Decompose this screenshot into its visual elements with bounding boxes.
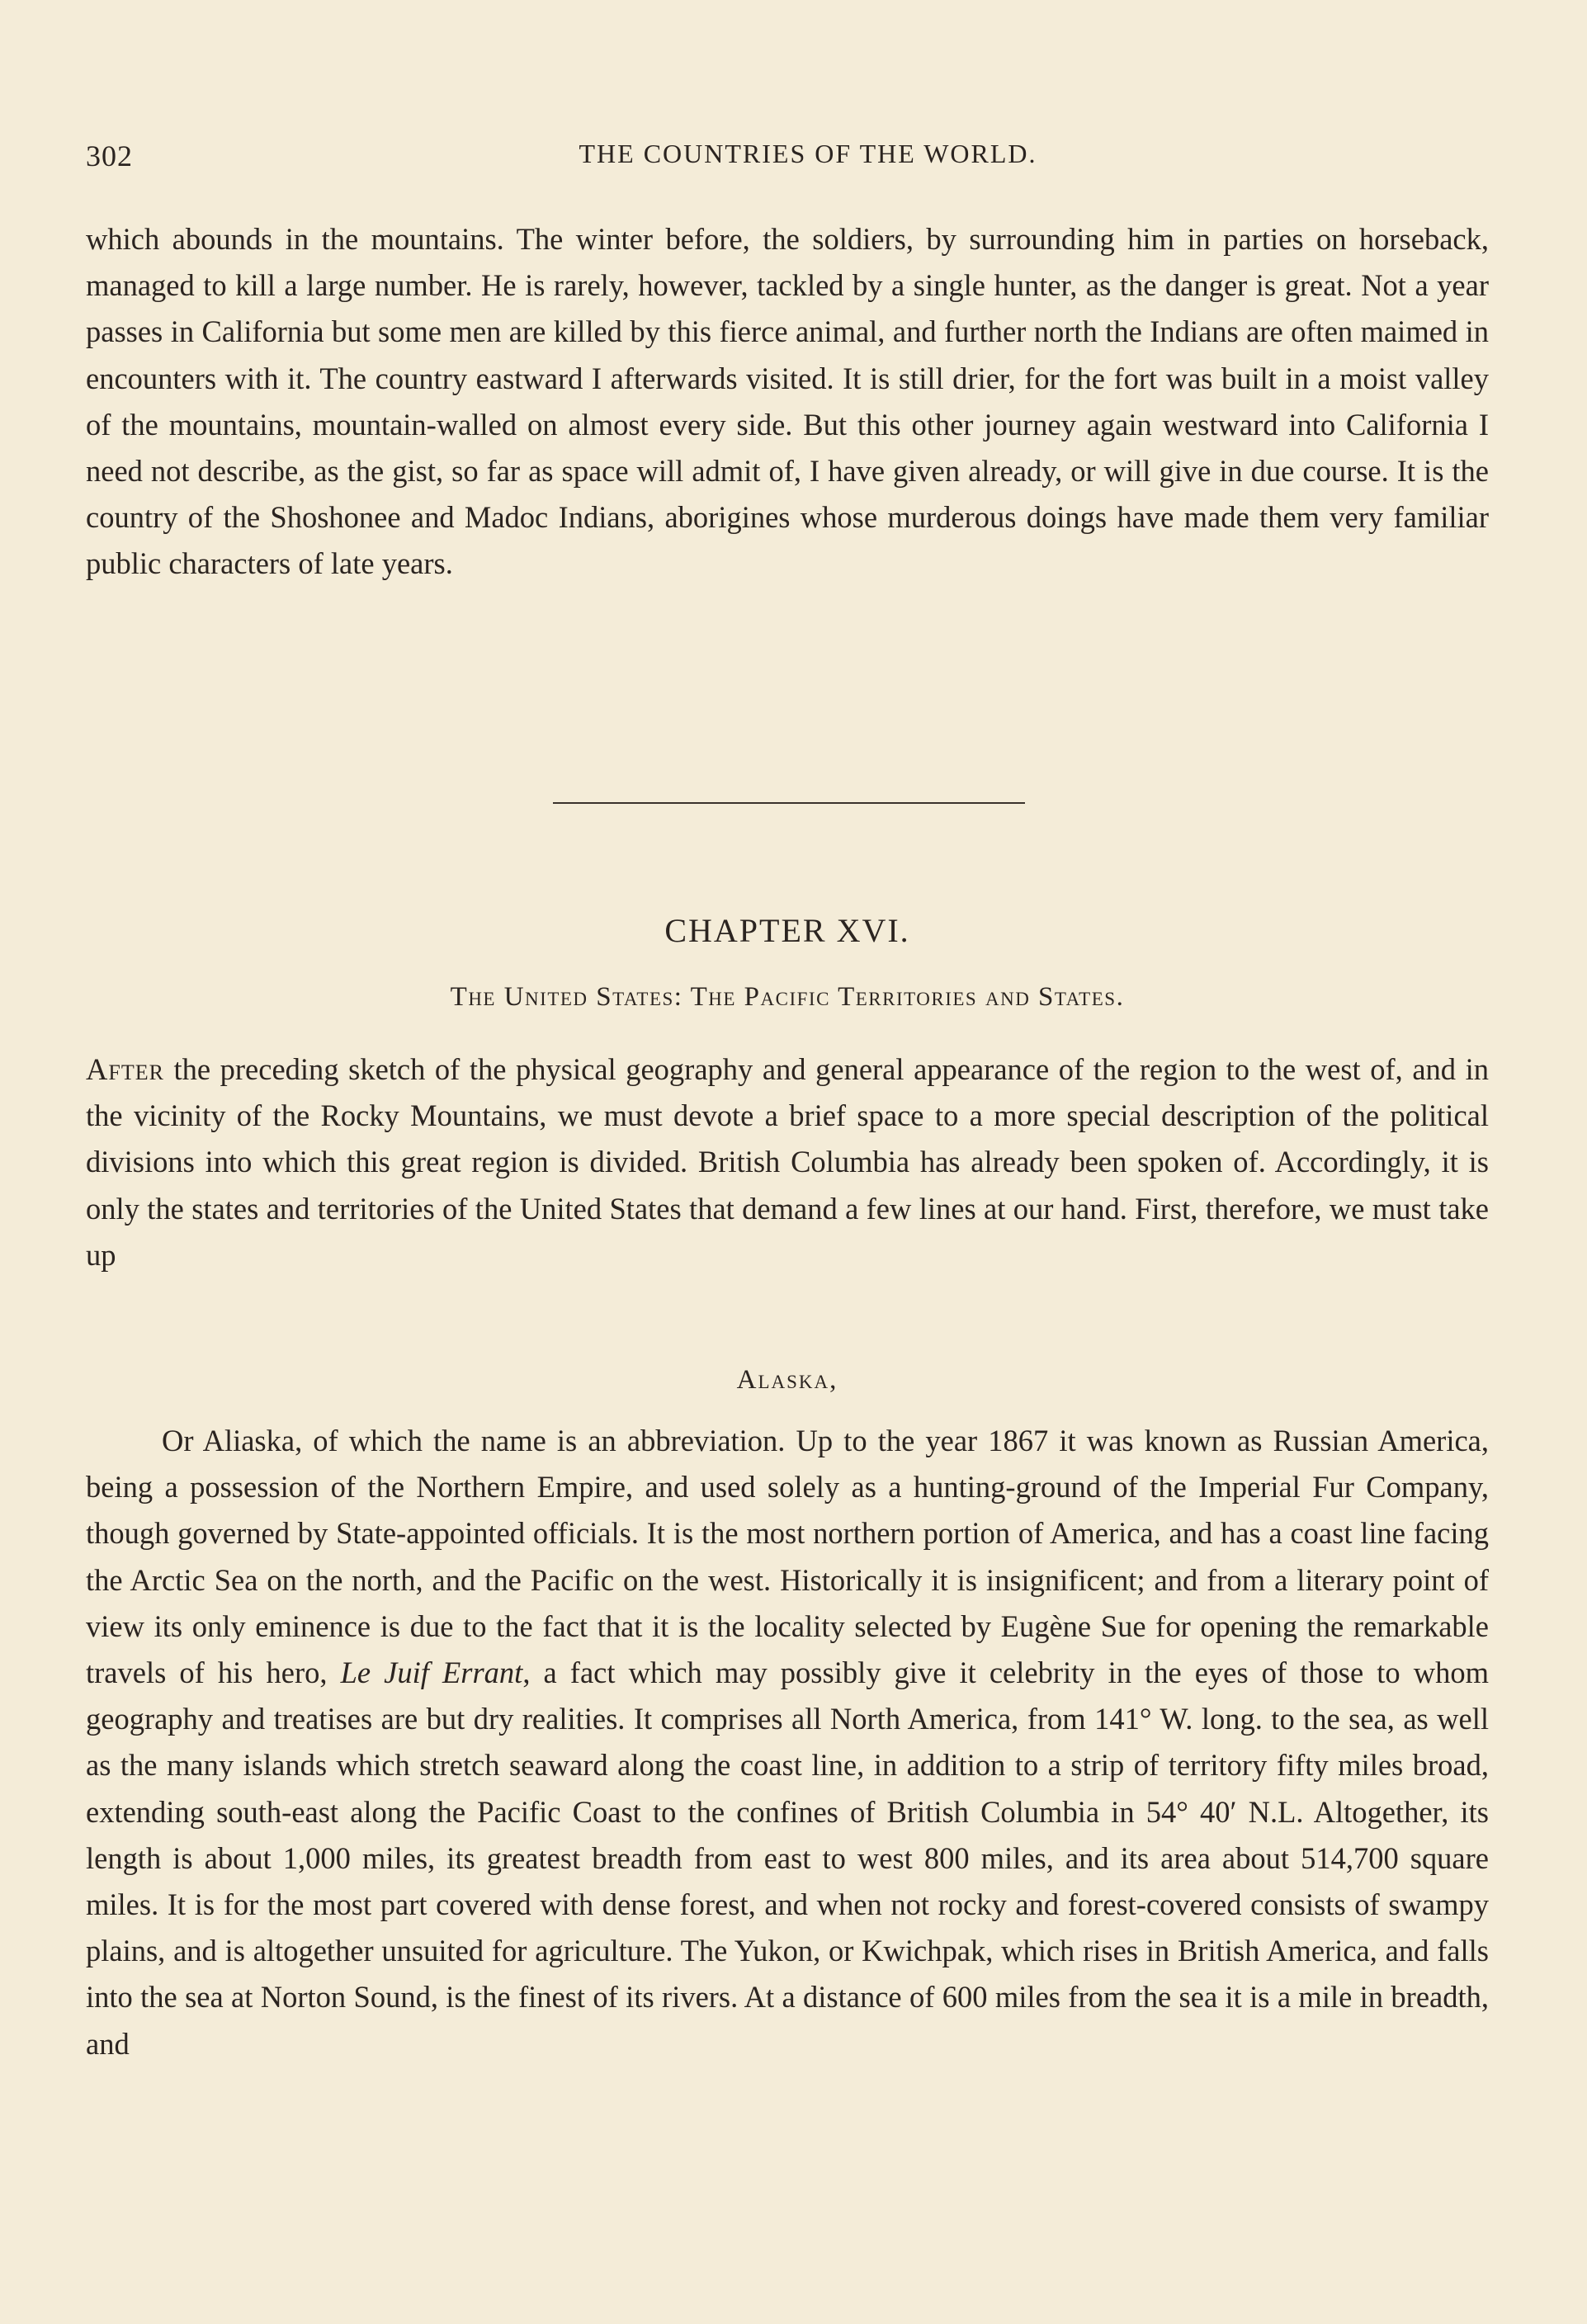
chapter-subtitle: The United States: The Pacific Territories and States. [450,982,1125,1012]
paragraph-text: which abounds in the mountains. The winter before, the soldiers, by surrounding him in parties on horseback, managed to kill a large number. He is rarely, however, tackled by a single hunter, as the danger is great. Not a year passes in California but some men are killed by this fierce animal, and further north the Indians are often maimed in encounters with it. The country eastward I afterwards visited. It is still drier, for the fort was built in a moist valley of the mountains, mountain-walled on almost every side. But this other journey again westward into California I need not describe, as the gist, so far as space will admit of, I have given already, or will give in due course. It is the country of the Shoshonee and Madoc Indians, aborigines whose murderous doings have made them very familiar public characters of late years. [86,222,1489,581]
continuation-paragraph [86,216,1489,588]
alaska-paragraph [86,1418,1489,2067]
paragraph-text [86,1418,1489,2067]
alaska-text-part2: , a fact which may possibly give it celebrity in the eyes of those to whom geography and treatises are but dry realities. It comprises all North America, from 141° W. long. to the sea, as well as the many islands which stretch seaward along the coast line, in addition to a strip of territory fifty miles broad, extending south-east along the Pacific Coast to the confines of British Columbia in 54° 40′ N.L. Altogether, its length is about 1,000 miles, its greatest breadth from east to west 800 miles, and its area about 514,700 square miles. It is for the most part covered with dense forest, and when not rocky and forest-covered consists of swampy plains, and is altogether unsuited for agriculture. The Yukon, or Kwichpak, which rises in British America, and falls into the sea at Norton Sound, is the finest of its rivers. At a distance of 600 miles from the sea it is a mile in breadth, and [86,1656,1489,2061]
running-title: THE COUNTRIES OF THE WORLD. [579,139,1037,168]
chapter-heading: CHAPTER XVI. [664,912,910,949]
intro-text: the preceding sketch of the physical geography and general appearance of the region to the west of, and in the vicinity of the Rocky Mountains, we must devote a brief space to a more special description of the political divisions into which this great region is divided. British Columbia has already been spoken of. Accordingly, it is only the states and territories of the United States that demand a few lines at our hand. First, therefore, we must take up [86,1052,1489,1272]
alaska-text-part1: Or Aliaska, of which the name is an abbreviation. Up to the year 1867 it was known as Russian America, being a possession of the Northern Empire, and used solely as a hunting-ground of the Imperial Fur Company, though governed by State-appointed officials. It is the most northern portion of America, and has a coast line facing the Arctic Sea on the north, and the Pacific on the west. Historically it is insignificent; and from a literary point of view its only eminence is due to the fact that it is the locality selected by Eugène Sue for opening the remarkable travels of his hero, [86,1424,1489,1690]
italic-book-title: Le Juif Errant [340,1656,523,1690]
running-head [86,139,1497,180]
page-number: 302 [86,139,133,172]
section-divider [553,802,1025,804]
chapter-intro-paragraph [86,1046,1489,1278]
paragraph-text [86,1046,1489,1278]
lead-word: After [86,1052,164,1086]
section-heading-alaska: Alaska, [736,1365,838,1395]
